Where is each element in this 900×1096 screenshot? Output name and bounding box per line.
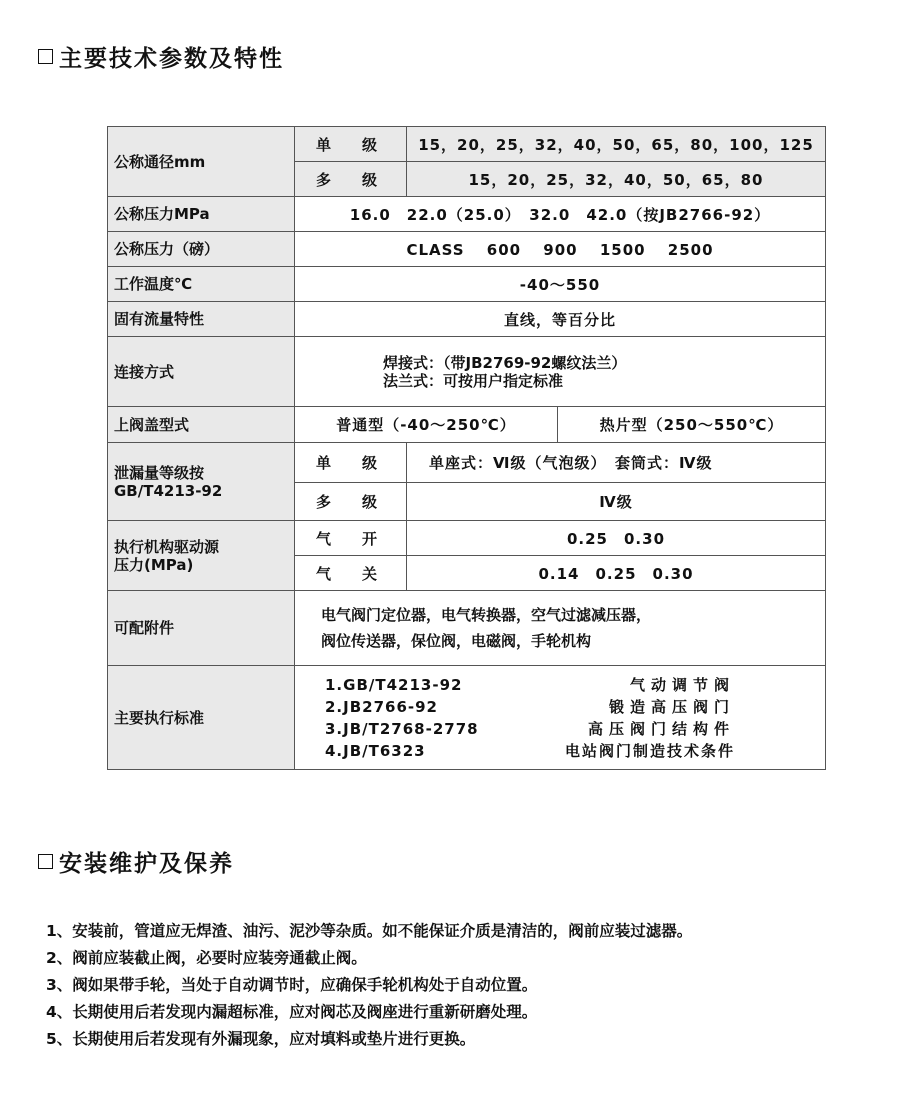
- sub-label-multi-stage: 多 级: [295, 162, 407, 197]
- table-row: [108, 232, 826, 267]
- value-nominal-pressure-mpa: 16.0 22.0（25.0） 32.0 42.0（按JB2766-92）: [295, 197, 826, 232]
- value-air-close: 0.14 0.25 0.30: [407, 556, 826, 591]
- sub-label-air-close: 气 关: [295, 556, 407, 591]
- maintenance-list: [46, 918, 692, 1053]
- row-label-working-temperature: 工作温度℃: [108, 267, 295, 302]
- value-flow-characteristic: 直线，等百分比: [295, 302, 826, 337]
- section-title-text: 主要技术参数及特性: [59, 46, 284, 72]
- list-item: 1、安装前，管道应无焊渣、油污、泥沙等杂质。如不能保证介质是清洁的，阀前应装过滤器。: [46, 922, 693, 940]
- value-working-temperature: -40～550: [295, 267, 826, 302]
- sub-label-single-stage: 单 级: [295, 443, 407, 483]
- table-row: [108, 302, 826, 337]
- row-label-nominal-pressure-mpa: 公称压力MPa: [108, 197, 295, 232]
- leakage-label-line1: 泄漏量等级按: [114, 463, 205, 482]
- list-item: 4、长期使用后若发现内漏超标准，应对阀芯及阀座进行重新研磨处理。: [46, 1003, 538, 1021]
- standard-code: 4.JB/T6323: [325, 741, 426, 760]
- value-connection: [295, 337, 826, 407]
- row-label-actuator: [108, 521, 295, 591]
- standard-name: 气动调节阀: [629, 675, 735, 694]
- table-row: [108, 666, 826, 770]
- table-row: [108, 337, 826, 407]
- value-bonnet-finned: 热片型（250～550℃）: [558, 407, 826, 443]
- actuator-label-line2: 压力(MPa): [114, 555, 194, 574]
- connection-line-welded: 焊接式：（带JB2769-92螺纹法兰）: [383, 353, 627, 372]
- value-air-open: 0.25 0.30: [407, 521, 826, 556]
- list-item: 2、阀前应装截止阀，必要时应装旁通截止阀。: [46, 949, 367, 967]
- row-label-standards: 主要执行标准: [108, 666, 295, 770]
- value-multi-stage-diameter: 15，20，25，32，40，50，65，80: [407, 162, 826, 197]
- value-accessories: [295, 591, 826, 666]
- table-row: [108, 591, 826, 666]
- checkbox-square-icon: [38, 49, 53, 64]
- section-title-maintenance: [38, 845, 234, 878]
- row-label-leakage: [108, 443, 295, 521]
- standard-item: [325, 674, 819, 696]
- row-label-nominal-pressure-lb: 公称压力（磅）: [108, 232, 295, 267]
- leakage-label-line2: GB/T4213-92: [114, 481, 223, 500]
- section-title-parameters: [38, 40, 284, 73]
- table-row: [108, 127, 826, 162]
- value-leakage-multi: Ⅳ级: [407, 483, 826, 521]
- standard-item: [325, 718, 819, 740]
- value-single-stage-diameter: 15，20，25，32，40，50，65，80，100，125: [407, 127, 826, 162]
- connection-line-flange: 法兰式：可按用户指定标准: [383, 371, 564, 390]
- accessories-line1: 电气阀门定位器，电气转换器，空气过滤减压器，: [321, 606, 652, 624]
- table-row: [108, 197, 826, 232]
- row-label-accessories: 可配附件: [108, 591, 295, 666]
- table-row: [108, 521, 826, 556]
- parameters-table: [107, 126, 826, 770]
- value-nominal-pressure-lb: CLASS 600 900 1500 2500: [295, 232, 826, 267]
- accessories-line2: 阀位传送器，保位阀，电磁阀，手轮机构: [321, 632, 592, 650]
- sub-label-single-stage: 单 级: [295, 127, 407, 162]
- row-label-connection: 连接方式: [108, 337, 295, 407]
- actuator-label-line1: 执行机构驱动源: [114, 537, 220, 556]
- list-item: 5、长期使用后若发现有外漏现象，应对填料或垫片进行更换。: [46, 1030, 476, 1048]
- standard-name: 锻造高压阀门: [608, 697, 735, 716]
- sub-label-multi-stage: 多 级: [295, 483, 407, 521]
- value-standards: [295, 666, 826, 770]
- standard-code: 2.JB2766-92: [325, 697, 438, 716]
- table-row: [108, 407, 826, 443]
- row-label-nominal-diameter: 公称通径mm: [108, 127, 295, 197]
- value-leakage-single: 单座式：Ⅵ级（气泡级） 套筒式：Ⅳ级: [407, 443, 826, 483]
- section-title-text: 安装维护及保养: [59, 851, 234, 877]
- row-label-flow-characteristic: 固有流量特性: [108, 302, 295, 337]
- standard-item: [325, 740, 819, 762]
- table-row: [108, 267, 826, 302]
- checkbox-square-icon: [38, 854, 53, 869]
- table-row: [108, 443, 826, 483]
- standard-code: 1.GB/T4213-92: [325, 675, 463, 694]
- standard-item: [325, 696, 819, 718]
- standard-name: 高压阀门结构件: [587, 719, 735, 738]
- row-label-bonnet: 上阀盖型式: [108, 407, 295, 443]
- standard-name: 电站阀门制造技术条件: [564, 741, 735, 760]
- list-item: 3、阀如果带手轮，当处于自动调节时，应确保手轮机构处于自动位置。: [46, 976, 538, 994]
- value-bonnet-normal: 普通型（-40～250℃）: [295, 407, 558, 443]
- sub-label-air-open: 气 开: [295, 521, 407, 556]
- standard-code: 3.JB/T2768-2778: [325, 719, 479, 738]
